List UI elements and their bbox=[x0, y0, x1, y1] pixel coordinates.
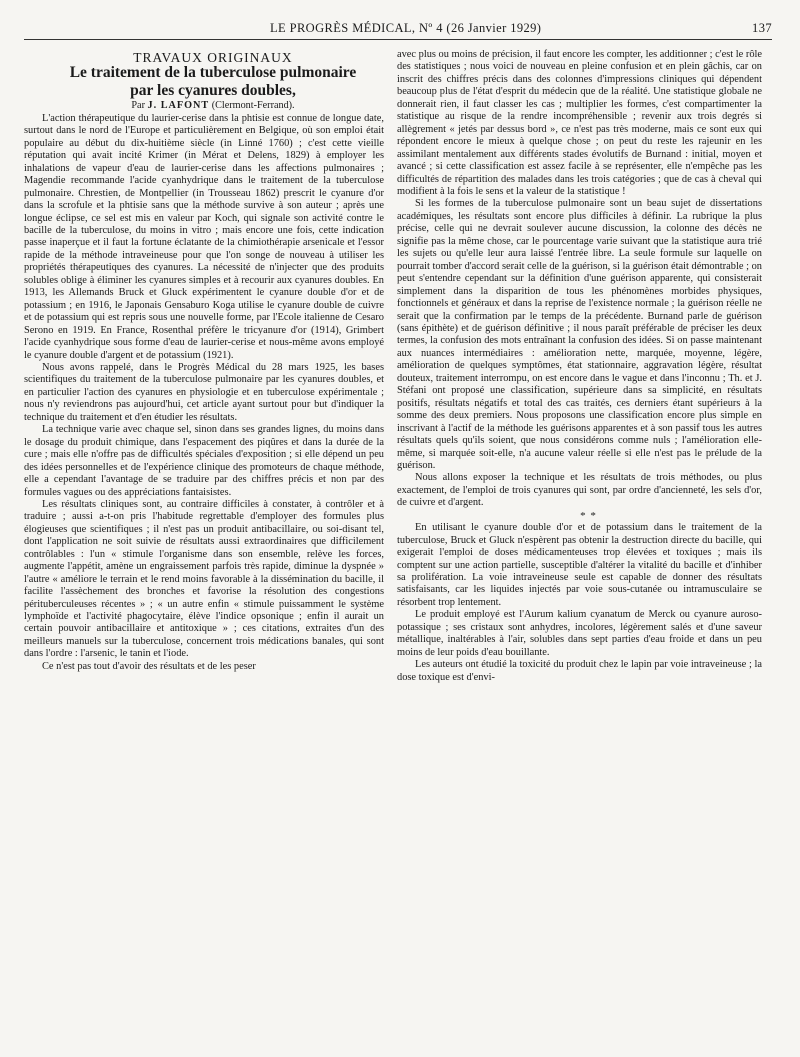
paragraph: Les résultats cliniques sont, au contraire difficiles à constater, à contrôler et à traduire ; aussi a-t-on pris l'habitude regrettable d'employer des formules plus élogieuses que scientifiques ; il n'est pas un produit antibacillaire, ou soi-disant tel, dont l'application ne soit suivie de résultats aussi extraordinaires que difficilement contrôlables : l'un « stimule l'organisme dans son ensemble, relève les forces, augmente l'appétit, amène un engraissement parfois très rapide, diminue la dyspnée » l'autre « améliore le terrain et le rend moins favorable à la dissémination du bacille, il facilite l'assèchement des bronches et favorise la résolution des congestions pérituberculeuses récentes » ; « un autre enfin « stimule puissamment le système lymphoïde et l'activité phagocytaire, élève l'indice opsonique ; enfin il aurait un certain pouvoir antibacillaire et antitoxique » ; ces citations, extraites d'un des meilleurs manuels sur la tuberculose, concernent trois médications banales, qui sont dans l'ordre : l'arsenic, le tanin et l'iode. bbox=[24, 498, 384, 660]
section-separator: * * bbox=[580, 509, 597, 522]
running-header bbox=[24, 19, 772, 40]
paragraph: avec plus ou moins de précision, il faut encore les compter, les additionner ; c'est le rôle des statistiques ; nous voici de nouveau en pleine confusion et en plein gâchis, car on inscrit des chiffres précis dans des colonnes d'impressions cliniques qui dépendent beaucoup plus de l'état d'esprit du médecin que de la réalité. Une statistique globale ne donnerait rien, il faut classer les cas ; multiplier les formes, c'est compartimenter la statistique au risque de la rendre incompréhensible ; revenir aux trois degrés si allègrement « jetés par dessus bord », ce n'est pas très moderne, mais ce sont eux qui répondent encore le mieux à quelque chose ; on peut du reste les rajeunir en les assimilant mentalement aux différents stades évolutifs de Burnand : initial, moyen et avancé ; si cette classification est assez facile à se représenter, elle n'empêche pas les difficultés de répartition des malades dans les trois catégories ; que de cas à cheval qui modifient à la fois le sens et la valeur de la statistique ! bbox=[397, 49, 763, 197]
author-affiliation: (Clermont-Ferrand). bbox=[211, 100, 295, 112]
paragraph: Nous avons rappelé, dans le Progrès Médical du 28 mars 1925, les bases scientifiques du traitement de la tuberculose pulmonaire par les cyanures doubles, et en particulier l'action des cyanures en physiologie et en tuberculose expérimentale ; nous n'y reviendrons pas aujourd'hui, cet article ayant surtout pour but d'indiquer la technique du traitement et d'en étudier les résultats. bbox=[24, 361, 384, 423]
page-number: 137 bbox=[752, 21, 772, 35]
paragraph: Le produit employé est l'Aurum kalium cyanatum de Merck ou cyanure auroso-potassique ; ses cristaux sont anhydres, incolores, légèrement salés et d'une saveur métallique, inaltérables à l'air, solubles dans sept parties d'eau froide et dans un peu moins de leur poids d'eau bouillante. bbox=[397, 609, 762, 658]
paragraph: Nous allons exposer la technique et les résultats de trois méthodes, ou plus exactement, de l'emploi de trois cyanures qui sont, par ordre d'ancienneté, les sels d'or, de cuivre et d'argent. bbox=[397, 472, 762, 509]
paragraph: L'action thérapeutique du laurier-cerise dans la phtisie est connue de longue date, surtout dans le nord de l'Europe et particulièrement en Belgique, où son emploi était populaire au début du dix-huitième siècle (in Linné 1760) ; c'est cette vieille réputation qui avait incité Krimer (in Mérat et Delens, 1829) à employer les inhalations de vapeur d'eau de laurier-cerise dans les affections pulmonaires ; Magendie recommande l'acide cyanhydrique dans le traitement de la tuberculose pulmonaire. Chrestien, de Montpellier (in Trousseau 1862) prescrit le cyanure d'or dans la scrofule et la phtisie sans que la méthode survive à son auteur ; après une longue éclipse, ce sel est mis en valeur par Koch, qui signale son activité contre le bacille de la tuberculose, du moins in vitro ; mais encore une fois, cette indication passe inaperçue et il faut la fortune éclatante de la chimiothérapie arsenicale et l'essor rapide de la méthode intraveineuse pour que l'on songe de nouveau à utiliser les propriétés thérapeutiques des cyanures. La nécessité de n'injecter que des produits solubles oblige à éliminer les cyanures simples et à recourir aux cyanures doubles. En 1913, les Allemands Bruck et Gluck expérimentent le cyanure double d'or et de potassium ; en 1916, le Japonais Gensaburo Koga utilise le cyanure double de cuivre et de potassium qui est repris sous une nouvelle forme, par l'Ecole italienne de Cesaro Serono en 1919. En France, Rosenthal préfère le tricyanure d'or (1914), Grimbert l'acide cyanhydrique sous forme d'eau de laurier-cerise et nous-même avons employé le cyanure double d'argent et de potassium (1921). bbox=[24, 112, 384, 361]
article-title-line1: Le traitement de la tuberculose pulmonaire bbox=[69, 64, 357, 82]
paragraph: Si les formes de la tuberculose pulmonaire sont un beau sujet de dissertations académiques, les résultats sont encore plus difficiles à définir. La rubrique la plus précise, celle qui ne devrait soulever aucune discussion, la colonne des décès ne signifie pas la même chose, car le pourcentage varie suivant que la statistique aura trié les sujets ou qu'elle leur aura laissé l'entrée libre. La seule formule sur laquelle on pourrait tomber d'accord serait celle de la guérison, si la guérison était démontrable ; on peut s'entendre cependant sur la définition d'une guérison apparente, qui consisterait simplement dans la disparition de tous les phénomènes morbides physiques, fonctionnels et généraux et dans la reprise de l'existence normale ; la guérison réelle ne serait que la confirmation par le temps de la précédente. Burnand parle de guérison (sans épithète) et de guérison définitive ; il nous paraît préférable de préciser les deux termes, la confusion des mots entraînant la confusion des idées. Si on passe maintenant aux nuances intermédiaires : amélioration nette, marquée, moyenne, légère, amélioration de quelques symptômes, état stationnaire, aggravation légère, résultat douteux, traitement interrompu, on est encore dans le vague et dans l'inconnu ; Th. et J. Stéfani ont proposé une classification, supérieure dans sa simplicité, en résultats positifs, résultats négatifs et total des cas traités, ces derniers étant supérieurs à la somme des deux premiers. Nous proposons une classification encore plus simple en inscrivant à l'actif de la méthode les guérisons apparentes et à son passif tous les autres résultats quels qu'ils soient, que nous considérons comme nuls ; l'amélioration elle-même, si marquée soit-elle, n'a aucune valeur réelle si elle n'est pas le prélude de la guérison. bbox=[397, 198, 762, 471]
author-name: J. LAFONT bbox=[147, 100, 210, 112]
paragraph: Ce n'est pas tout d'avoir des résultats et de les peser bbox=[42, 660, 256, 672]
byline-prefix: Par bbox=[131, 100, 145, 112]
running-title: LE PROGRÈS MÉDICAL, Nº 4 (26 Janvier 1929) bbox=[270, 21, 542, 35]
byline bbox=[24, 100, 384, 112]
paragraph: La technique varie avec chaque sel, sinon dans ses grandes lignes, du moins dans le dosage du produit chimique, dans l'espacement des piqûres et dans la durée de la cure ; mais elle n'offre pas de difficultés spéciales d'exposition ; si elle dépend un peu des idées personnelles et de l'expérience clinique des promoteurs de chaque méthode, elle a cependant l'avantage de se traduire par des chiffres précis et non par des formules vagues ou des appréciations fantaisistes. bbox=[24, 424, 384, 498]
left-column bbox=[24, 52, 384, 673]
right-column bbox=[397, 49, 762, 684]
paragraph: En utilisant le cyanure double d'or et de potassium dans le traitement de la tuberculose, Bruck et Gluck n'espèrent pas obtenir la destruction directe du bacille, qui exigerait l'emploi de doses médicamenteuses trop élevées et toxiques ; mais ils comptent sur une action partielle, susceptible d'altérer la vitalité du bacille et d'inhiber sa prolifération. La voie intraveineuse seule est capable de donner des résultats satisfaisants, car les liquides injectés par voie sous-cutanée ou intramusculaire se résorbent trop lentement. bbox=[397, 522, 762, 608]
section-heading: TRAVAUX ORIGINAUX bbox=[133, 50, 293, 65]
paragraph: Les auteurs ont étudié la toxicité du produit chez le lapin par voie intraveineuse ; la dose toxique est d'envi- bbox=[397, 659, 762, 683]
article-title-line2: par les cyanures doubles, bbox=[130, 82, 296, 100]
